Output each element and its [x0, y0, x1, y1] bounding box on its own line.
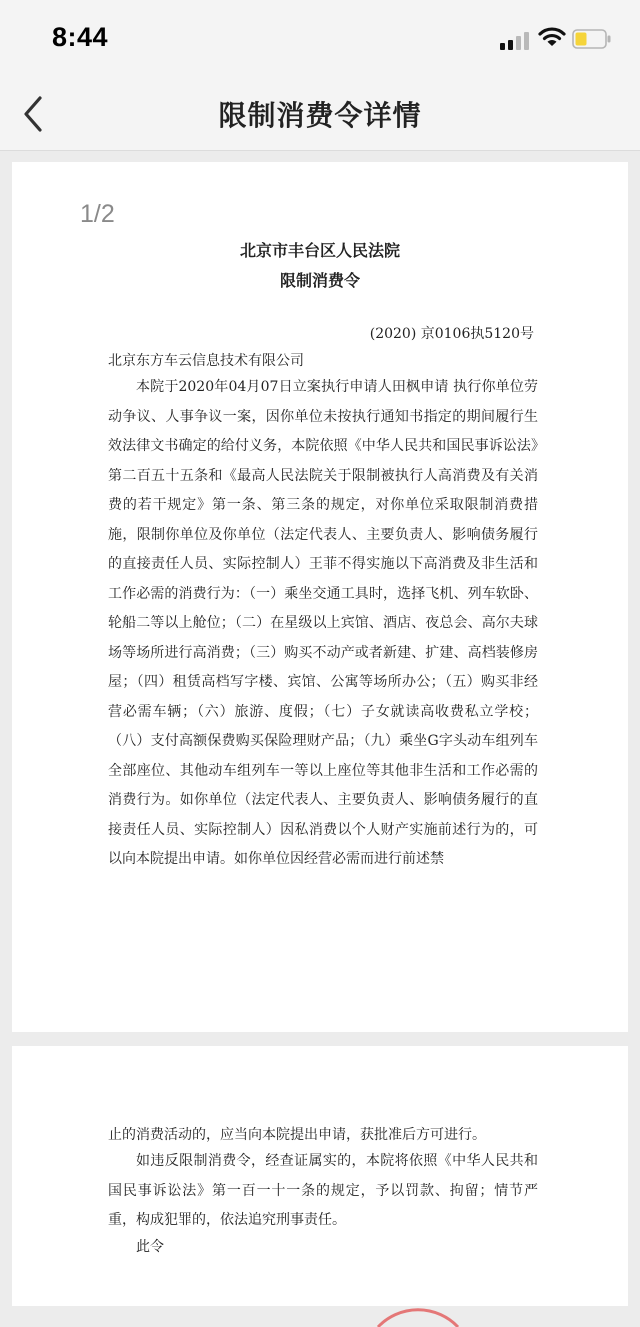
closing-text: 此令	[136, 1239, 164, 1255]
wifi-icon	[538, 26, 566, 48]
court-seal-icon	[358, 1287, 478, 1327]
battery-icon	[572, 29, 612, 49]
status-time: 8:44	[52, 22, 109, 52]
nav-bar	[0, 78, 640, 151]
continued-paragraph: 止的消费活动的，应当向本院提出申请，获批准后方可进行。	[108, 1127, 486, 1143]
signal-icon	[500, 30, 534, 50]
document-page-2	[12, 1046, 628, 1306]
recipient: 北京东方车云信息技术有限公司	[108, 353, 304, 369]
document-page-1	[12, 162, 628, 1032]
case-number: (2020) 京0106执5120号	[369, 326, 534, 342]
penalty-paragraph: 如违反限制消费令，经查证属实的，本院将依照《中华人民共和国民事诉讼法》第一百一十一条的规定，予以罚款、拘留；情节严重，构成犯罪的，依法追究刑事责任。	[108, 1153, 538, 1228]
page-title: 限制消费令详情	[218, 99, 422, 132]
order-body: 本院于2020年04月07日立案执行申请人田枫申请 执行你单位劳动争议、人事争议一案，因你单位未按执行通知书指定的期间履行生效法律文书确定的给付义务，本院依照《中华人民共和国民事诉讼法》第二百五十五条和《最高人民法院关于限制被执行人高消费及有关消费的若干规定》第一条、第三条的规定，对你单位采取限制消费措施，限制你单位及你单位（法定代表人、主要负责人、影响债务履行的直接责任人员、实际控制人）王菲不得实施以下高消费及非生活和工作必需的消费行为：（一）乘坐交通工具时，选择飞机、列车软卧、轮船二等以上舱位；（二）在星级以上宾馆、酒店、夜总会、高尔夫球场等场所进行高消费；（三）购买不动产或者新建、扩建、高档装修房屋；（四）租赁高档写字楼、宾馆、公寓等场所办公；（五）购买非经营必需车辆；（六）旅游、度假；（七）子女就读高收费私立学校；（八）支付高额保费购买保险理财产品；（九）乘坐G字头动车组列车全部座位、其他动车组列车一等以上座位等其他非生活和工作必需的消费行为。如你单位（法定代表人、主要负责人、影响债务履行的直接责任人员、实际控制人）因私消费以个人财产实施前述行为的，可以向本院提出申请。如你单位因经营必需而进行前述禁	[108, 379, 538, 867]
status-bar	[0, 0, 640, 78]
page-indicator: 1/2	[80, 200, 115, 228]
court-name: 北京市丰台区人民法院	[239, 241, 400, 260]
document-type: 限制消费令	[279, 271, 360, 290]
